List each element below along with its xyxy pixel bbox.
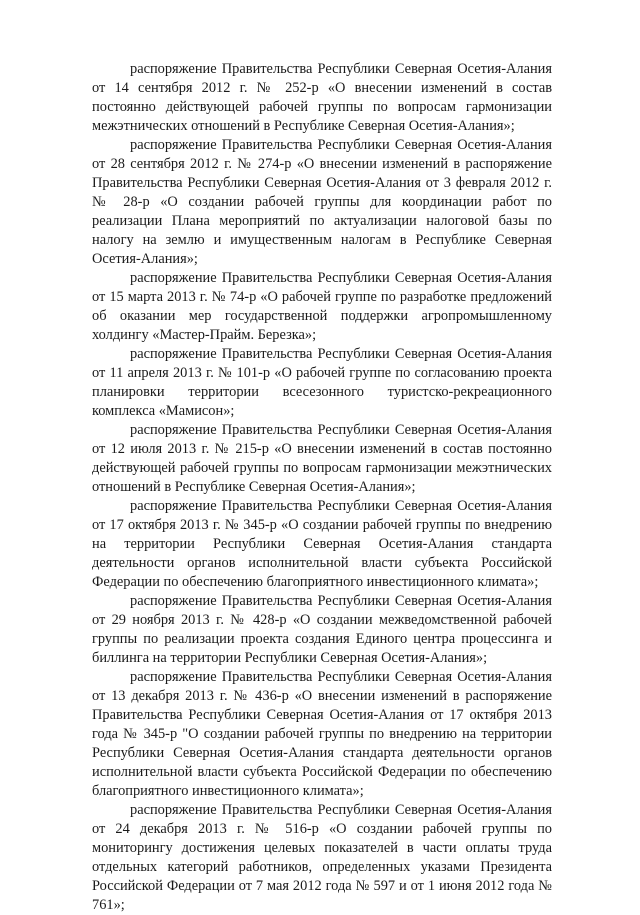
paragraph-2: распоряжение Правительства Республики Северная Осетия-Алания от 28 сентября 2012 г. № 274-р «О внесении изменений в распоряжение Правительства Республики Северная Осетия-Алания от 3 февраля 2012 г. № 28-р «О создании рабочей группы для координации работ по реализации Плана мероприятий по актуализации налоговой базы по налогу на землю и имущественным налогам в Республике Северная Осетия-Алания»; <box>92 137 552 267</box>
paragraph-5: распоряжение Правительства Республики Северная Осетия-Алания от 12 июля 2013 г. № 215-р «О внесении изменений в состав постоянно действующей рабочей группы по вопросам гармонизации межэтнических отношений в Республике Северная Осетия-Алания»; <box>92 422 552 495</box>
paragraph-9: распоряжение Правительства Республики Северная Осетия-Алания от 24 декабря 2013 г. № 516-р «О создании рабочей группы по мониторингу достижения целевых показателей в части оплаты труда отдельных категорий работников, определенных указами Президента Российской Федерации от 7 мая 2012 года № 597 и от 1 июня 2012 года № 761»; <box>92 802 552 913</box>
paragraph-1: распоряжение Правительства Республики Северная Осетия-Алания от 14 сентября 2012 г. № 252-р «О внесении изменений в состав постоянно действующей рабочей группы по вопросам гармонизации межэтнических отношений в Республике Северная Осетия-Алания»; <box>92 61 552 134</box>
paragraph-3: распоряжение Правительства Республики Северная Осетия-Алания от 15 марта 2013 г. № 74-р «О рабочей группе по разработке предложений об оказании мер государственной поддержки агропромышленному холдингу «Мастер-Прайм. Березка»; <box>92 270 552 343</box>
paragraph-8: распоряжение Правительства Республики Северная Осетия-Алания от 13 декабря 2013 г. № 436-р «О внесении изменений в распоряжение Правительства Республики Северная Осетия-Алания от 17 октября 2013 года № 345-р "О создании рабочей группы по внедрению на территории Республики Северная Осетия-Алания стандарта деятельности органов исполнительной власти субъекта Российской Федерации по обеспечению благоприятного инвестиционного климата»; <box>92 669 552 799</box>
document-page <box>92 60 552 915</box>
paragraph-7: распоряжение Правительства Республики Северная Осетия-Алания от 29 ноября 2013 г. № 428-р «О создании межведомственной рабочей группы по реализации проекта создания Единого центра процессинга и биллинга на территории Республики Северная Осетия-Алания»; <box>92 593 552 666</box>
paragraph-6: распоряжение Правительства Республики Северная Осетия-Алания от 17 октября 2013 г. № 345-р «О создании рабочей группы по внедрению на территории Республики Северная Осетия-Алания стандарта деятельности органов исполнительной власти субъекта Российской Федерации по обеспечению благоприятного инвестиционного климата»; <box>92 498 552 590</box>
paragraph-4: распоряжение Правительства Республики Северная Осетия-Алания от 11 апреля 2013 г. № 101-р «О рабочей группе по согласованию проекта планировки территории всесезонного туристско-рекреационного комплекса «Мамисон»; <box>92 346 552 419</box>
